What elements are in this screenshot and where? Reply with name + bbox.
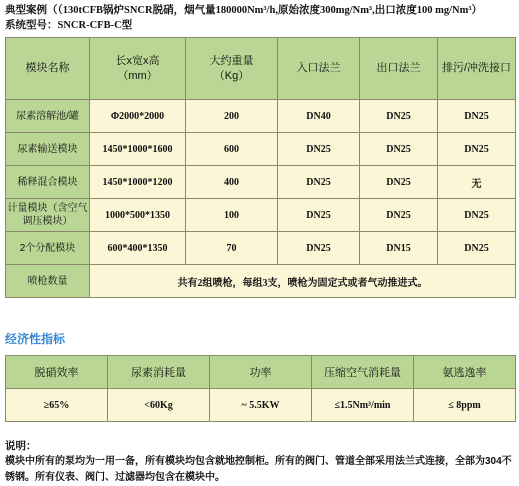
cell-size: 1000*500*1350 (90, 199, 186, 232)
col-header-dimensions (90, 38, 186, 100)
cell-outlet: DN25 (360, 199, 438, 232)
cell-inlet: DN25 (278, 133, 360, 166)
module-table-header-row (6, 38, 516, 100)
note-title: 说明： (5, 440, 37, 452)
col-header-inlet-flange: 入口法兰 (278, 38, 360, 100)
cell-module-name: 尿素溶解池/罐 (6, 100, 90, 133)
nozzle-description: 共有2组喷枪，每组3支，喷枪为固定式或者气动推进式。 (90, 265, 516, 298)
value-urea-consumption: <60Kg (108, 389, 210, 422)
table-row (6, 232, 516, 265)
value-power: ~ 5.5KW (210, 389, 312, 422)
system-model: 系统型号：SNCR-CFB-C型 (5, 20, 133, 31)
cell-size: 600*400*1350 (90, 232, 186, 265)
cell-size: Φ2000*2000 (90, 100, 186, 133)
table-row (6, 199, 516, 232)
economic-indicators-title: 经济性指标 (5, 332, 66, 346)
cell-drain: DN25 (438, 232, 516, 265)
col-header-outlet-flange: 出口法兰 (360, 38, 438, 100)
value-ammonia-slip: ≤ 8ppm (414, 389, 516, 422)
cell-module-name: 计量模块（含空气调压模块） (6, 199, 90, 232)
table-row (6, 100, 516, 133)
cell-drain: DN25 (438, 133, 516, 166)
header-ammonia-slip: 氨逃逸率 (414, 356, 516, 389)
cell-outlet: DN15 (360, 232, 438, 265)
nozzle-label: 喷枪数量 (6, 265, 90, 298)
header-urea-consumption: 尿素消耗量 (108, 356, 210, 389)
cell-drain: 无 (438, 166, 516, 199)
cell-outlet: DN25 (360, 133, 438, 166)
cell-module-name: 2个分配模块 (6, 232, 90, 265)
header-power: 功率 (210, 356, 312, 389)
economic-header-row (6, 356, 516, 389)
cell-inlet: DN40 (278, 100, 360, 133)
cell-module-name: 稀释混合模块 (6, 166, 90, 199)
economic-indicators-table (5, 355, 516, 422)
cell-weight: 70 (186, 232, 278, 265)
table-row (6, 133, 516, 166)
cell-weight: 200 (186, 100, 278, 133)
note-body: 模块中所有的泵均为一用一备，所有模块均包含就地控制柜。所有的阀门、管道全部采用法兰式连接，全部为304不锈钢。所有仪表、阀门、过滤器均包含在模块中。 (5, 456, 512, 483)
module-table (5, 37, 516, 298)
nozzle-row (6, 265, 516, 298)
cell-inlet: DN25 (278, 199, 360, 232)
col-header-weight-text: 大约重量 （Kg） (209, 54, 254, 82)
cell-inlet: DN25 (278, 232, 360, 265)
cell-weight: 400 (186, 166, 278, 199)
col-header-module-name: 模块名称 (6, 38, 90, 100)
cell-size: 1450*1000*1200 (90, 166, 186, 199)
cell-outlet: DN25 (360, 100, 438, 133)
col-header-weight (186, 38, 278, 100)
cell-module-name: 尿素输送模块 (6, 133, 90, 166)
value-compressed-air-consumption: ≤1.5Nm³/min (312, 389, 414, 422)
header-denitration-efficiency: 脱硝效率 (6, 356, 108, 389)
cell-weight: 100 (186, 199, 278, 232)
case-title: 典型案例（（130tCFB锅炉SNCR脱硝，烟气量180000Nm³/h,原始浓度300mg/Nm³,出口浓度100 mg/Nm³） (5, 5, 482, 16)
cell-size: 1450*1000*1600 (90, 133, 186, 166)
cell-drain: DN25 (438, 100, 516, 133)
col-header-dimensions-text: 长x宽x高 （mm） (115, 54, 160, 82)
cell-outlet: DN25 (360, 166, 438, 199)
cell-inlet: DN25 (278, 166, 360, 199)
col-header-drain-port: 排污/冲洗接口 (438, 38, 516, 100)
value-denitration-efficiency: ≥65% (6, 389, 108, 422)
cell-drain: DN25 (438, 199, 516, 232)
cell-weight: 600 (186, 133, 278, 166)
table-row (6, 166, 516, 199)
economic-value-row (6, 389, 516, 422)
header-compressed-air-consumption: 压缩空气消耗量 (312, 356, 414, 389)
